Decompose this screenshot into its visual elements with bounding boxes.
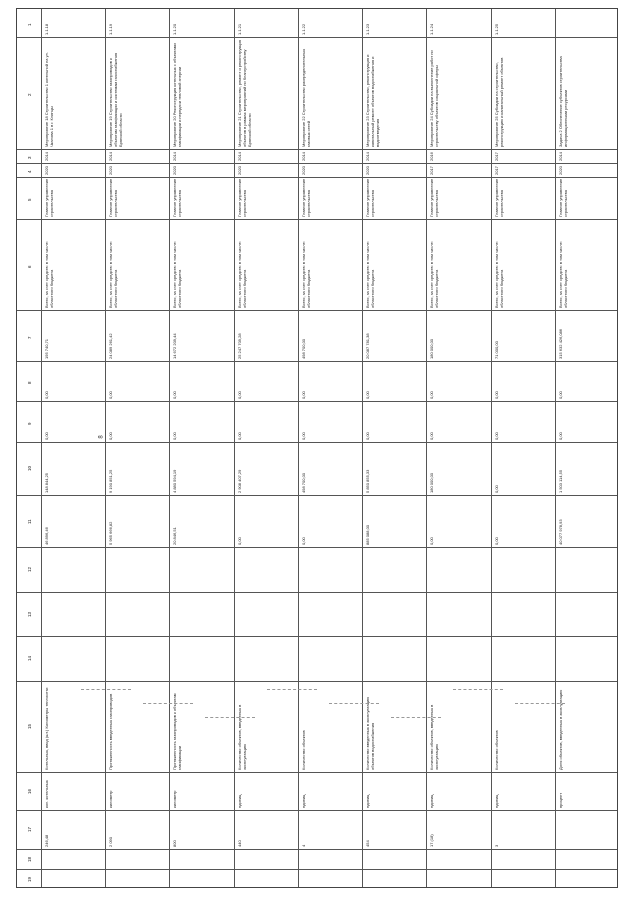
table-band-divider [17,681,617,682]
column-number: 15 [27,724,32,730]
table-cell-y2014: 0,00 [557,391,563,400]
table-cell-start: 2014 [236,151,242,161]
table-band-divider [17,772,617,773]
table-cell-target: 3 [493,844,499,847]
table-cell-executor: Главное управление строительства [236,177,247,218]
scan-dashed-rule [205,717,255,718]
table-cell-total: 24 089 261,42 [108,333,114,359]
page-number: 8 [98,435,105,439]
table-cell-y2017: 40 077 978,93 [557,519,563,546]
table-cell-executor: Главное управление строительства [429,177,440,218]
table-cell-y2014: 0,00 [44,391,49,400]
table-cell-title: Мероприятие 19 Строительство газопроводов к объектам газификации и системам газоснабжения Брянской области [108,51,124,147]
table-cell-target: 246,48 [44,834,49,847]
table-cell-executor: Главное управление строительства [557,177,568,218]
table-band-divider [17,401,617,402]
table-cell-y2014: 0,00 [429,391,435,400]
scan-dashed-rule [515,703,565,704]
table-cell-id: 1.1.19 [108,24,114,36]
table-band-divider [17,849,617,850]
table-cell-y2015: 0,00 [108,432,114,440]
table-cell-id: 1.1.18 [44,24,49,36]
table-cell-y2017: 0,00 [236,537,242,546]
scan-dashed-rule [81,689,131,690]
table-row-divider [169,9,170,887]
table-cell-source: Всего, за счет средств: в том числе: областного бюджета [557,240,568,309]
table-cell-start: 2014 [44,151,49,161]
table-cell-indicator: Количество объектов, введенных в эксплуатацию [429,703,440,770]
scan-dashed-rule [391,717,441,718]
table-cell-start: 2014 [108,151,114,161]
table-cell-unit: километр [172,790,178,809]
scan-dashed-rule [143,703,193,704]
table-row-divider [105,9,106,887]
column-number: 14 [27,656,32,662]
column-number: 7 [27,336,32,339]
table-cell-y2014: 0,00 [493,391,499,400]
table-cell-y2016: 2 908 407,29 [236,469,242,493]
table-cell-end: 2020 [44,166,49,175]
column-number: 19 [27,876,32,882]
table-cell-end: 2020 [300,166,306,175]
table-cell-y2016: 9 190 851,25 [108,469,114,493]
table-cell-y2016: 5 850 855,33 [365,469,371,493]
scan-dashed-rule [267,689,317,690]
table-cell-target: 17 (18) [429,833,435,847]
table-cell-y2015: 0,00 [236,432,242,440]
table-cell-y2014: 0,00 [108,391,114,400]
table-cell-y2016: 180 000,00 [429,472,435,493]
table-cell-indicator: Протяженность газопроводов к объектам газификации [172,692,183,770]
table-cell-start: 2016 [429,151,435,161]
table-cell-y2016: 1 503 114,55 [557,469,563,493]
table-cell-id: 1.1.23 [365,24,371,36]
table-cell-unit: единиц [300,794,306,809]
table-cell-y2016: 148 844,25 [44,472,49,493]
table-cell-y2016: 0,00 [493,484,499,493]
table-cell-y2017: 20 846,51 [172,527,178,546]
column-number: 17 [27,827,32,833]
table-cell-total: 20 087 781,38 [365,333,371,359]
scan-dashed-rule [453,689,503,690]
table-cell-indicator: Доля объектов, введенных в эксплуатацию [557,689,563,770]
table-band-divider [17,149,617,150]
table-cell-indicator: Количество объектов [493,730,499,770]
table-cell-y2017: 0,00 [493,537,499,546]
table-cell-total: 25 247 709,28 [236,333,242,359]
table-cell-indicator: Количество объектов, введенных в эксплуатацию [236,703,247,770]
table-row-divider [298,9,299,887]
table-cell-indicator: Протяженность введенных газопроводов [108,693,114,770]
table-cell-unit: кол. котельных [44,780,49,809]
table-cell-id: 1.1.20 [172,24,178,36]
table-cell-indicator: Количество объектов [300,730,306,770]
table-cell-executor: Главное управление строительства [300,177,311,218]
table-cell-end: 2017 [493,166,499,175]
column-number: 10 [27,466,32,472]
table-cell-end: 2020 [365,166,371,175]
column-number: 3 [27,156,32,159]
table-cell-y2017: 0,00 [300,537,306,546]
table-cell-title: Задача 2 Обеспечение субъектов строительства информационными ресурсами [557,54,568,147]
column-number: 12 [27,567,32,573]
table-band-divider [17,177,617,178]
table-cell-title: Мероприятие 23 Строительство, реконструкция и капитальный ремонт объектов водоснабжения и водоотведения [365,53,381,147]
table-cell-source: Всего, за счет средств: в том числе: областного бюджета [300,240,311,309]
table-row-divider [426,9,427,887]
table-cell-end: 2017 [429,166,435,175]
table-cell-source: Всего, за счет средств: в том числе: областного бюджета [493,240,504,309]
table-band-divider [17,442,617,443]
table-row-divider [362,9,363,887]
table-cell-unit: единиц [365,794,371,809]
column-number: 4 [27,170,32,173]
column-number: 8 [27,381,32,385]
table-cell-y2015: 0,00 [557,432,563,440]
rotated-table-sheet [16,8,618,888]
table-cell-indicator: Количество введенных в эксплуатацию объектов водоснабжения [365,695,376,770]
table-cell-total: 14 672 209,44 [172,333,178,359]
table-cell-total: 195 740,71 [44,338,49,359]
table-cell-total: 180 000,00 [429,338,435,359]
table-cell-end: 2020 [172,166,178,175]
table-cell-start: 2014 [557,151,563,161]
table-cell-target: 440 [236,839,242,847]
table-cell-y2017: 46 896,46 [44,527,49,546]
table-cell-title: Мероприятие 20 Реконструкция котельных с объектами газификации и передачи тепловой энергии [172,41,183,147]
table-cell-target: 4 [300,844,306,847]
table-cell-start: 2014 [172,151,178,161]
table-band-divider [17,869,617,870]
table-cell-id: 1.1.21 [236,24,242,36]
table-cell-indicator: Котельных, ввод (шт.) Километры теплосети [44,687,49,770]
table-cell-id: 1.1.25 [493,24,499,36]
table-cell-executor: Главное управление строительства [108,177,119,218]
table-band-divider [17,495,617,496]
table-cell-y2015: 0,00 [365,432,371,440]
table-cell-start: 2017 [493,151,499,161]
table-cell-source: Всего, за счет средств: в том числе: областного бюджета [172,240,183,309]
table-cell-start: 2014 [300,151,306,161]
table-cell-unit: единиц [429,794,435,809]
table-cell-y2016: 4 880 594,19 [172,469,178,493]
table-band-divider [17,163,617,164]
table-cell-y2017: 0,00 [429,537,435,546]
table-cell-start: 2014 [365,151,371,161]
table-cell-y2015: 0,00 [300,432,306,440]
table-cell-y2014: 0,00 [172,391,178,400]
table-cell-source: Всего, за счет средств: в том числе: областного бюджета [236,240,247,309]
table-band-divider [17,37,617,38]
table-cell-title: Мероприятие 21 Строительство, ремонт и реконструкция объектов в рамках мероприятий по благоустройству Брянской области [236,38,252,147]
table-band-divider [17,361,617,362]
table-band-divider [17,547,617,548]
table-cell-target: 800 [172,839,178,847]
table-cell-unit: процент [557,792,563,809]
column-number: 6 [27,265,32,268]
table-cell-y2015: 0,00 [429,432,435,440]
table-cell-executor: Главное управление строительства [493,177,504,218]
table-cell-executor: Главное управление строительства [365,177,376,218]
table-band-divider [17,592,617,593]
column-number: 1 [27,23,32,27]
table-cell-y2015: 0,00 [44,432,49,440]
column-number: 5 [27,198,32,202]
table-cell-target: 454 [365,839,371,847]
table-cell-y2014: 0,00 [300,391,306,400]
column-number: 11 [27,519,32,524]
table-cell-id: 1.1.22 [300,24,306,36]
table-cell-id: 1.1.24 [429,24,435,36]
table-band-divider [17,310,617,311]
table-band-divider [17,810,617,811]
table-cell-unit: единиц [493,794,499,809]
table-cell-title: Мероприятие 18 Строительство 1 котельной на ул. Чкалова 1 в г. Клинцы [44,50,54,147]
table-cell-end: 2020 [557,166,563,175]
table-cell-title: Мероприятие 22 Строительство распределительных газовых сетей [300,47,311,147]
table-cell-y2017: 885 088,00 [365,525,371,546]
table-cell-y2015: 0,00 [493,432,499,440]
table-cell-title: Мероприятие 24 Субсидии на выполнение работ по строительству объектов социальной сферы [429,48,440,147]
scan-dashed-rule [329,703,379,704]
table-cell-title: Мероприятие 25 Субсидии на строительство, реконструкцию и капитальный ремонт объектов [493,57,504,147]
column-number: 13 [27,611,32,617]
table-band-divider [17,636,617,637]
table-cell-end: 2020 [108,166,114,175]
table-cell-y2017: 5 965 666,82 [108,521,114,546]
table-cell-source: Всего, за счет средств: в том числе: областного бюджета [365,240,376,309]
table-cell-y2014: 0,00 [365,391,371,400]
table-cell-total: 71 000,00 [493,341,499,359]
table-cell-target: 2 090 [108,836,114,847]
table-cell-source: Всего, за счет средств: в том числе: областного бюджета [429,240,440,309]
table-cell-source: Всего, за счет средств: в том числе: областного бюджета [44,240,54,309]
table-cell-y2015: 0,00 [172,432,178,440]
table-row-divider [555,9,556,887]
table-cell-executor: Главное управление строительства [172,177,183,218]
table-cell-end: 2020 [236,166,242,175]
column-number: 2 [27,93,32,96]
table-cell-unit: единиц [236,794,242,809]
table-cell-y2016: 498 700,00 [300,472,306,493]
table-cell-unit: километр [108,790,114,809]
table-band-divider [17,219,617,220]
table-cell-y2014: 0,00 [236,391,242,400]
table-cell-total: 498 700,00 [300,338,306,359]
column-number: 9 [27,422,32,425]
column-number: 16 [27,788,32,794]
table-cell-executor: Главное управление строительства [44,177,54,218]
table-cell-source: Всего, за счет средств: в том числе: областного бюджета [108,240,119,309]
table-row-divider [234,9,235,887]
table-row-divider [491,9,492,887]
table-cell-total: 315 632 426,086 [557,328,563,359]
column-number: 18 [27,856,32,862]
